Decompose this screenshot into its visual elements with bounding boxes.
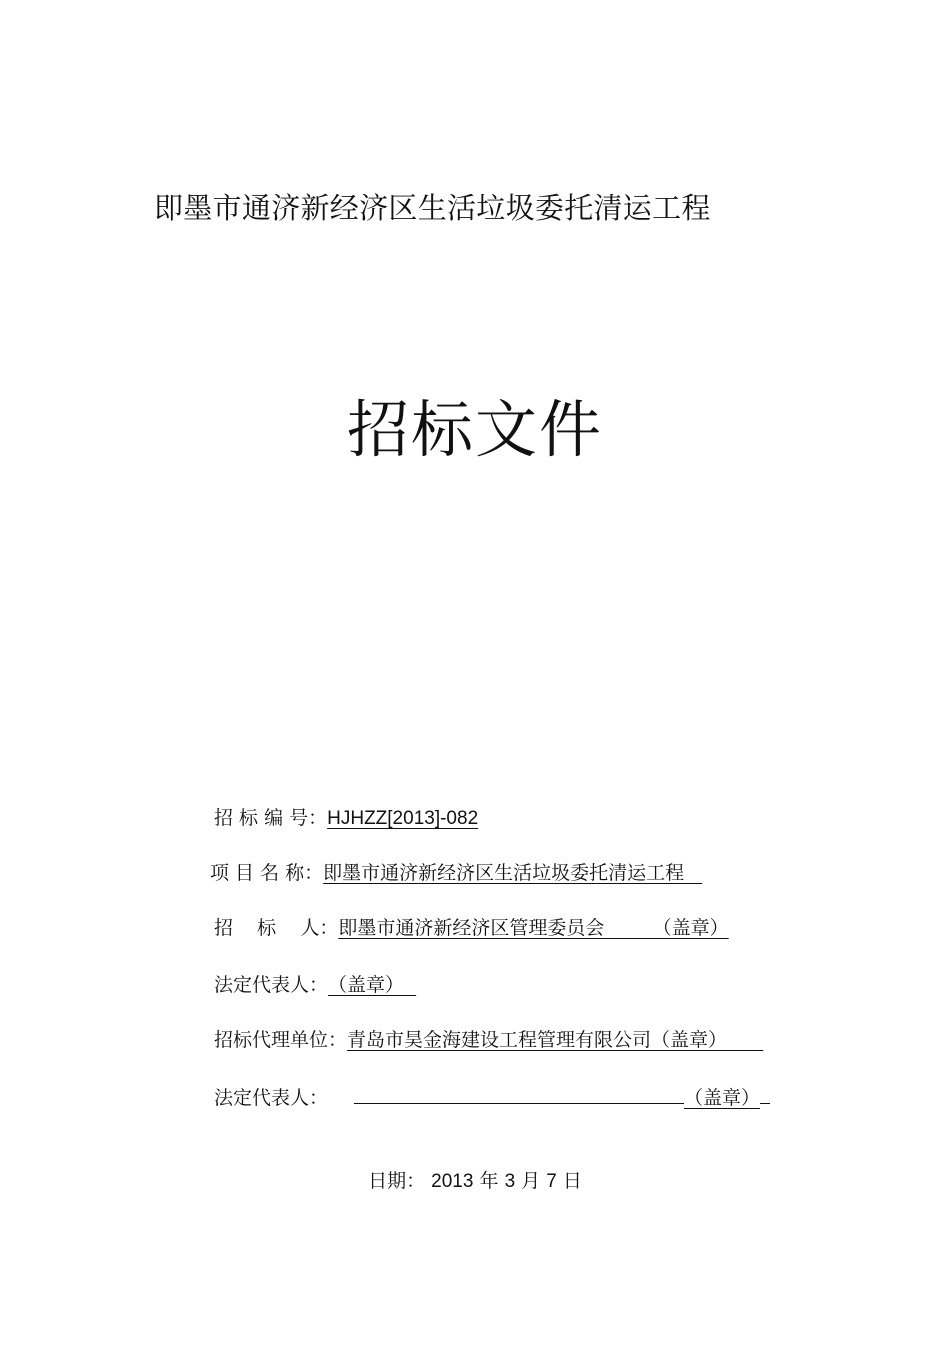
project-name-label: 项 目 名 称： — [210, 862, 324, 884]
agency-row — [214, 1025, 763, 1053]
date-month: 3 — [504, 1171, 516, 1192]
date-day-unit: 日 — [562, 1170, 582, 1192]
date-line — [0, 1166, 950, 1193]
bid-number-row — [214, 803, 478, 831]
project-name-value: 即墨市通济新经济区生活垃圾委托清运工程 — [323, 862, 703, 884]
legal-rep-row-1 — [214, 970, 416, 998]
bid-number-label: 招 标 编 号： — [214, 807, 328, 829]
agency-label: 招标代理单位： — [214, 1029, 348, 1051]
legal-rep-label-2: 法定代表人： — [214, 1087, 329, 1109]
bid-number-value: HJHZZ[2013]-082 — [327, 808, 479, 829]
date-label: 日期： — [368, 1170, 426, 1192]
tenderer-value: 即墨市通济新经济区管理委员会 （盖章） — [338, 917, 729, 939]
agency-value: 青岛市昊金海建设工程管理有限公司（盖章） — [347, 1029, 764, 1051]
legal-rep-label-1: 法定代表人： — [214, 974, 329, 996]
date-year-unit: 年 — [479, 1170, 499, 1192]
legal-rep-value-1: （盖章） — [328, 974, 417, 996]
legal-rep-seal-tail — [760, 1081, 770, 1104]
legal-rep-row-2 — [214, 1081, 770, 1109]
project-title: 即墨市通济新经济区生活垃圾委托清运工程 — [154, 191, 711, 225]
date-year: 2013 — [431, 1171, 474, 1192]
legal-rep-blank-line — [354, 1081, 684, 1104]
date-day: 7 — [546, 1171, 557, 1192]
legal-rep-seal-2: （盖章） — [684, 1087, 761, 1109]
project-name-row — [210, 858, 702, 886]
document-title: 招标文件 — [346, 393, 603, 466]
tenderer-row — [214, 913, 729, 941]
date-month-unit: 月 — [521, 1170, 541, 1192]
tenderer-label: 招 标 人： — [214, 917, 339, 939]
